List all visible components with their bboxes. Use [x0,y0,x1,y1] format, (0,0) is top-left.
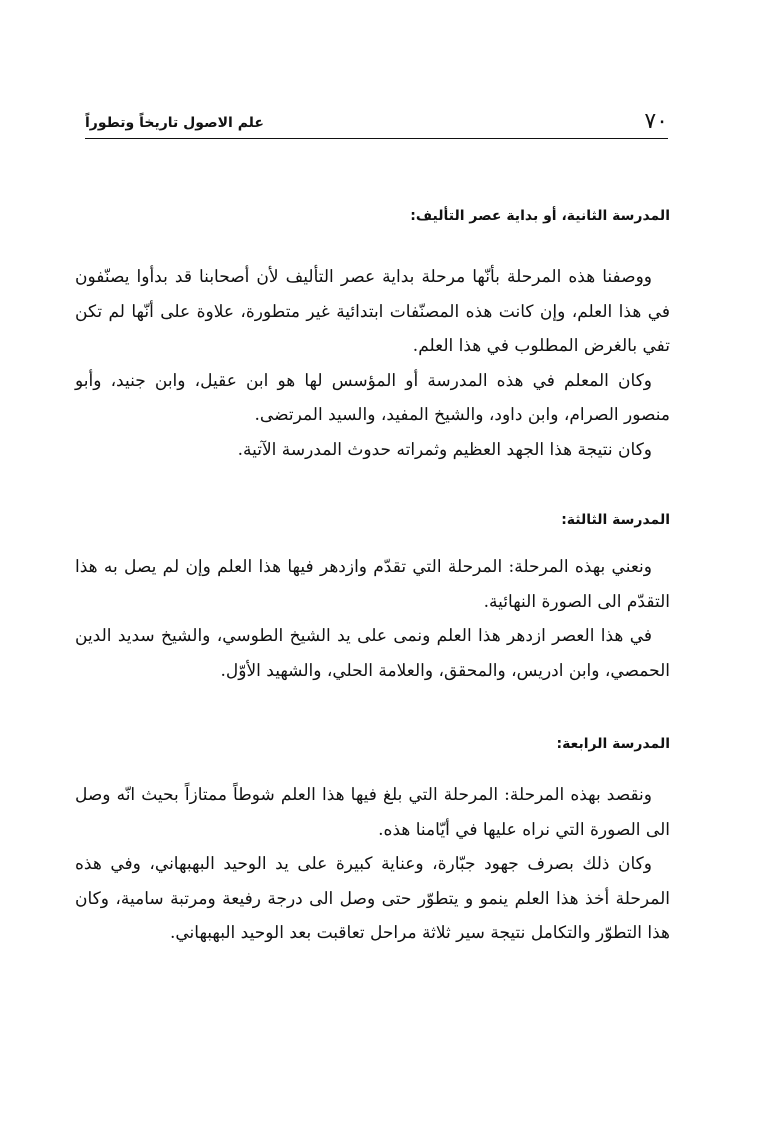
paragraph: ونقصد بهذه المرحلة: المرحلة التي بلغ فيها هذا العلم شوطاً ممتازاً بحيث انّه وصل الى الصورة التي نراه عليها في أيّامنا هذه. [75,785,670,840]
running-header [85,107,668,137]
section-heading [75,206,670,226]
section-body [75,260,670,467]
section-heading-text: المدرسة الثانية، أو بداية عصر التأليف: [410,208,670,224]
paragraph: ونعني بهذه المرحلة: المرحلة التي تقدّم وازدهر فيها هذا العلم وإن لم يصل به هذا التقدّم الى الصورة النهائية. [75,557,670,612]
header-divider [85,138,668,139]
section-heading-text: المدرسة الثالثة: [561,512,670,528]
paragraph: ووصفنا هذه المرحلة بأنّها مرحلة بداية عصر التأليف لأن أصحابنا قد بدأوا يصنّفون في هذا العلم، وإن كانت هذه المصنّفات ابتدائية غير متطورة، علاوة على أنّها لم تكن تفي بالغرض المطلوب في هذا العلم. [75,267,670,356]
section-heading [75,510,670,530]
page-number: ٧٠ [644,109,668,134]
section-heading [75,734,670,754]
section-body [75,550,670,688]
paragraph: في هذا العصر ازدهر هذا العلم ونمى على يد الشيخ الطوسي، والشيخ سديد الدين الحمصي، وابن ادريس، والمحقق، والعلامة الحلي، والشهيد الأوّل. [75,626,670,681]
paragraph: وكان المعلم في هذه المدرسة أو المؤسس لها هو ابن عقيل، وابن جنيد، وأبو منصور الصرام، وابن داود، والشيخ المفيد، والسيد المرتضى. [75,370,670,425]
book-title: علم الاصول تاريخاً وتطوراً [85,115,264,131]
section-heading-text: المدرسة الرابعة: [556,736,670,752]
paragraph: وكان ذلك بصرف جهود جبّارة، وعناية كبيرة على يد الوحيد البهبهاني، وفي هذه المرحلة أخذ هذا العلم ينمو و يتطوّر حتى وصل الى درجة رفيعة ومرتبة سامية، وكان هذا التطوّر والتكامل نتيجة سير ثلاثة مراحل تعاقبت بعد الوحيد البهبهاني. [75,854,670,943]
paragraph: وكان نتيجة هذا الجهد العظيم وثمراته حدوث المدرسة الآتية. [237,439,652,460]
section-body [75,778,670,951]
